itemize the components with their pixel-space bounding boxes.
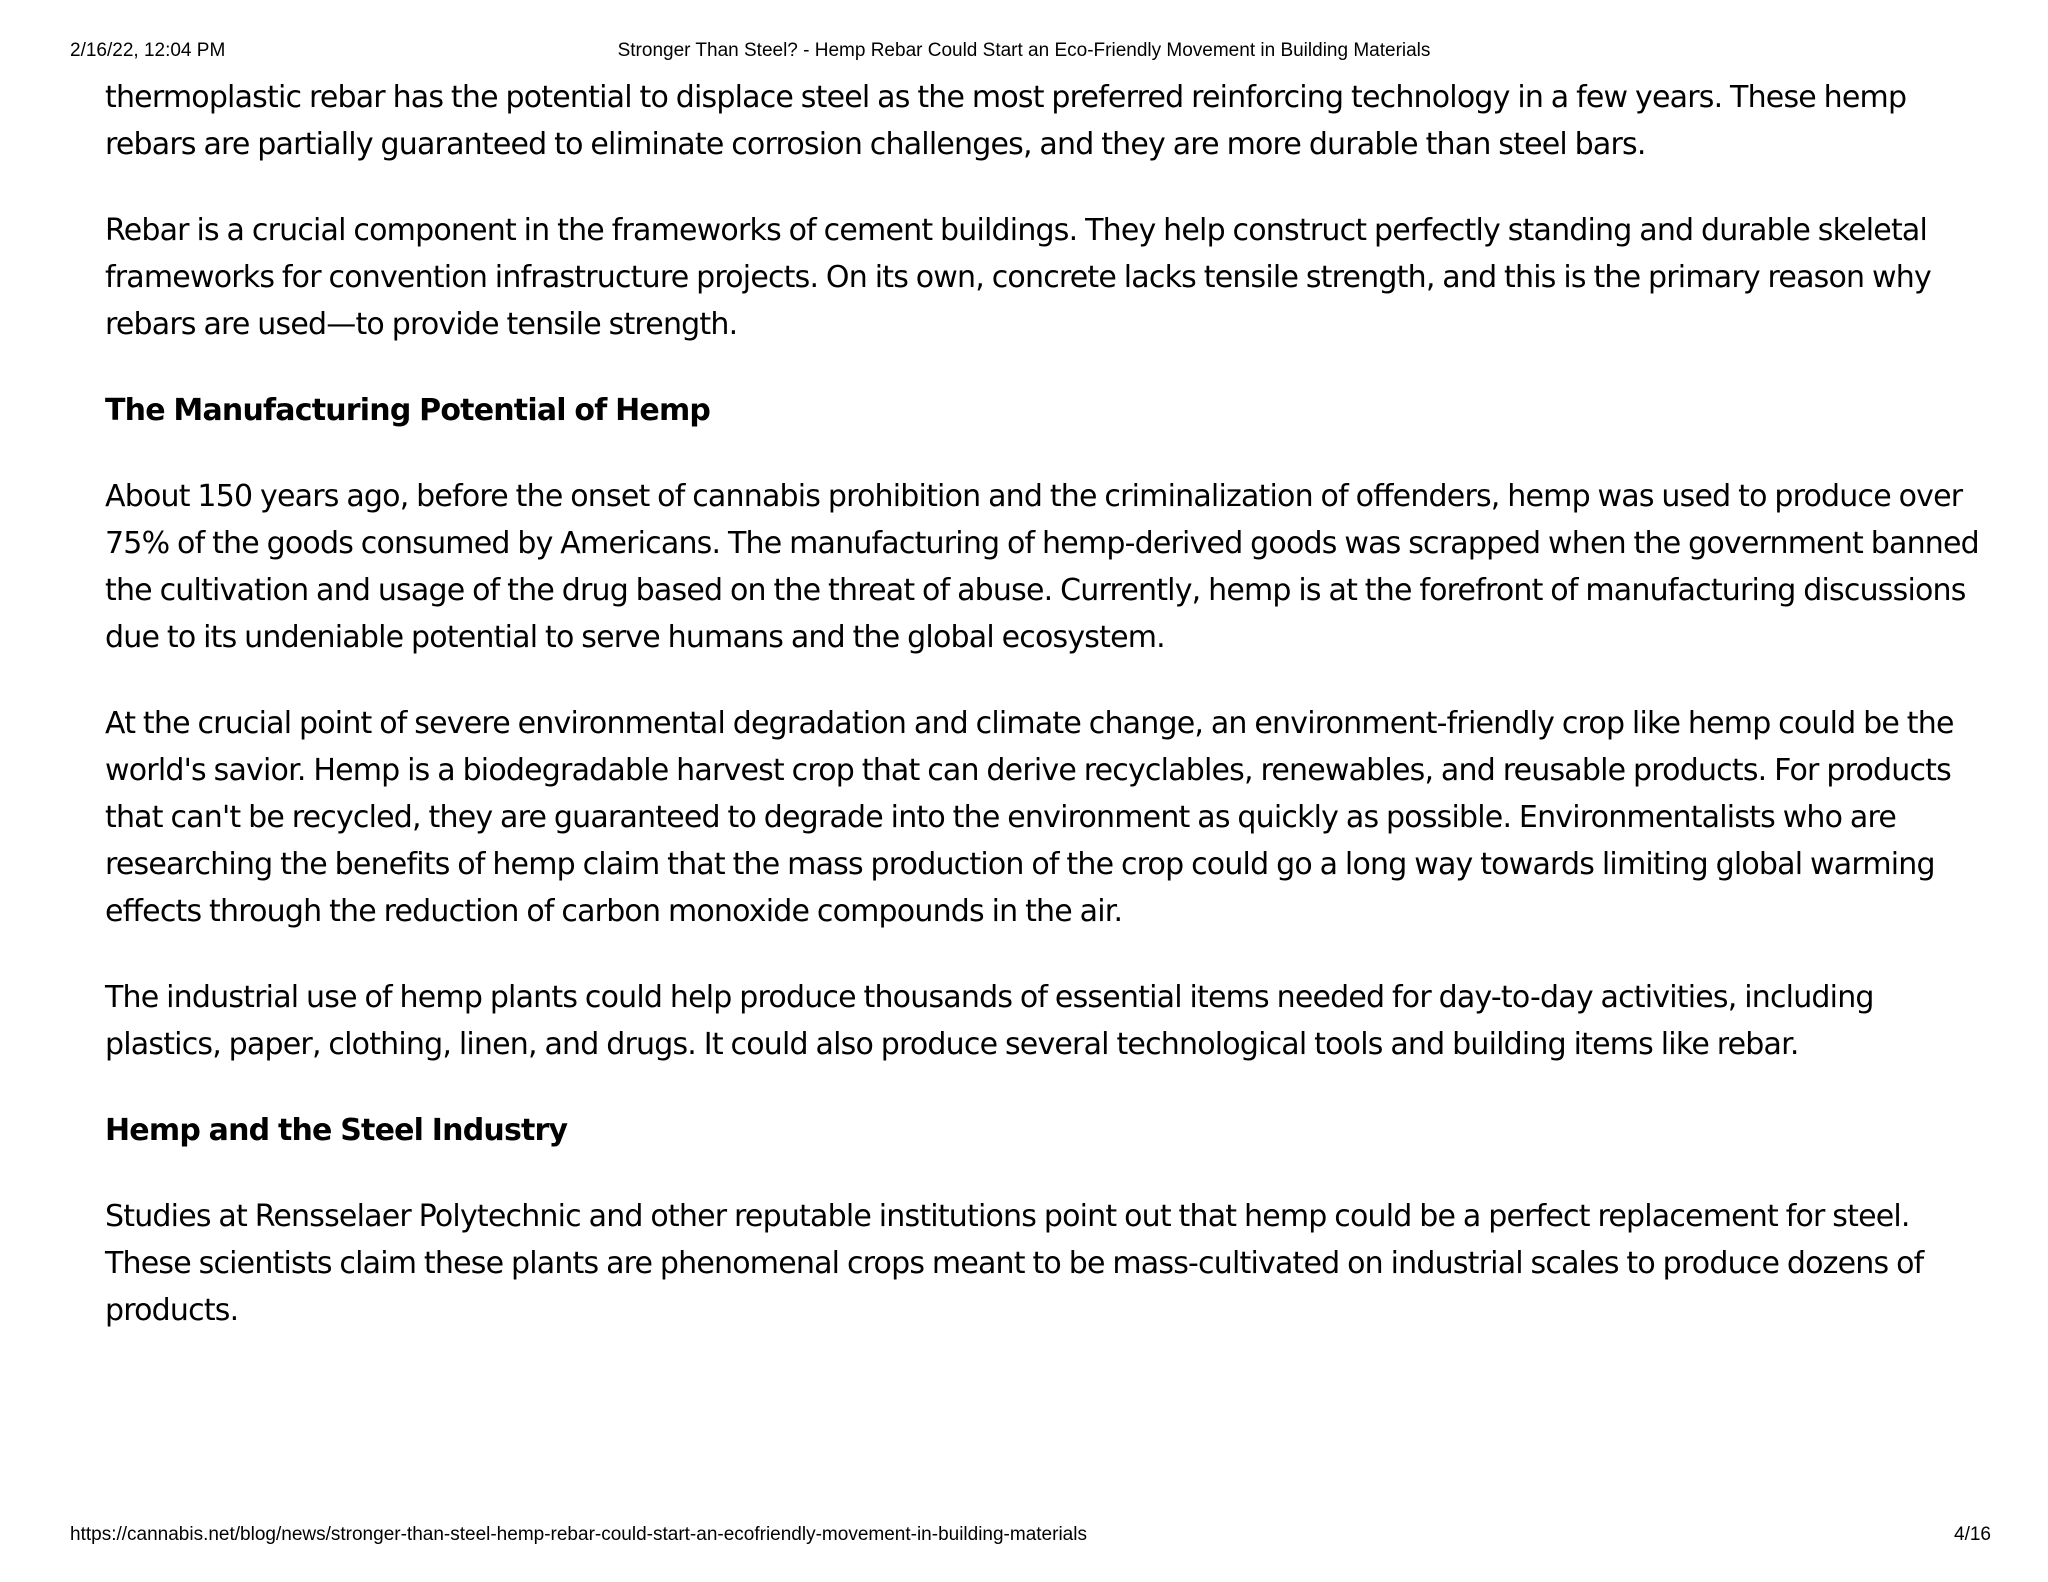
paragraph-studies: Studies at Rensselaer Polytechnic and other reputable institutions point out that hemp could be a perfect replacement for steel. These scientists claim these plants are phenomenal crops meant to be mass-cultivated on industrial scales to produce dozens of products. <box>105 1199 1924 1328</box>
paragraph-hemp-history: About 150 years ago, before the onset of cannabis prohibition and the criminalization of offenders, hemp was used to produce over 75% of the goods consumed by Americans. The manufacturing of hemp-derived goods was scrapped when the government banned the cultivation and usage of the drug based on the threat of abuse. Currently, hemp is at the forefront of manufacturing discussions due to its undeniable potential to serve humans and the global ecosystem. <box>105 479 1979 655</box>
page-url: https://cannabis.net/blog/news/stronger-than-steel-hemp-rebar-could-start-an-ecofriendly-movement-in-building-materials <box>70 1524 1087 1545</box>
heading-manufacturing-potential: The Manufacturing Potential of Hemp <box>105 393 711 428</box>
paragraph-environment: At the crucial point of severe environmental degradation and climate change, an environment-friendly crop like hemp could be the world's savior. Hemp is a biodegradable harvest crop that can derive recyclables, renewables, and reusable products. For products that can't be recycled, they are guaranteed to degrade into the environment as quickly as possible. Environmentalists who are researching the benefits of hemp claim that the mass production of the crop could go a long way towards limiting global warming effects through the reduction of carbon monoxide compounds in the air. <box>105 706 1954 929</box>
print-datetime: 2/16/22, 12:04 PM <box>70 40 226 61</box>
paragraph-rebar-potential: thermoplastic rebar has the potential to displace steel as the most preferred reinforcing technology in a few years. These hemp rebars are partially guaranteed to eliminate corrosion challenges, and they are more durable than steel bars. <box>105 80 1907 162</box>
page-number: 4/16 <box>1954 1524 1991 1545</box>
print-title: Stronger Than Steel? - Hemp Rebar Could Start an Eco-Friendly Movement in Building Materials <box>617 40 1431 61</box>
print-header <box>70 38 1978 64</box>
article-body <box>105 74 1985 1373</box>
print-footer <box>70 1522 1991 1548</box>
paragraph-industrial-use: The industrial use of hemp plants could help produce thousands of essential items needed for day-to-day activities, including plastics, paper, clothing, linen, and drugs. It could also produce several technological tools and building items like rebar. <box>105 980 1874 1062</box>
heading-steel-industry: Hemp and the Steel Industry <box>105 1113 568 1148</box>
paragraph-rebar-role: Rebar is a crucial component in the frameworks of cement buildings. They help construct perfectly standing and durable skeletal frameworks for convention infrastructure projects. On its own, concrete lacks tensile strength, and this is the primary reason why rebars are used—to provide tensile strength. <box>105 213 1931 342</box>
